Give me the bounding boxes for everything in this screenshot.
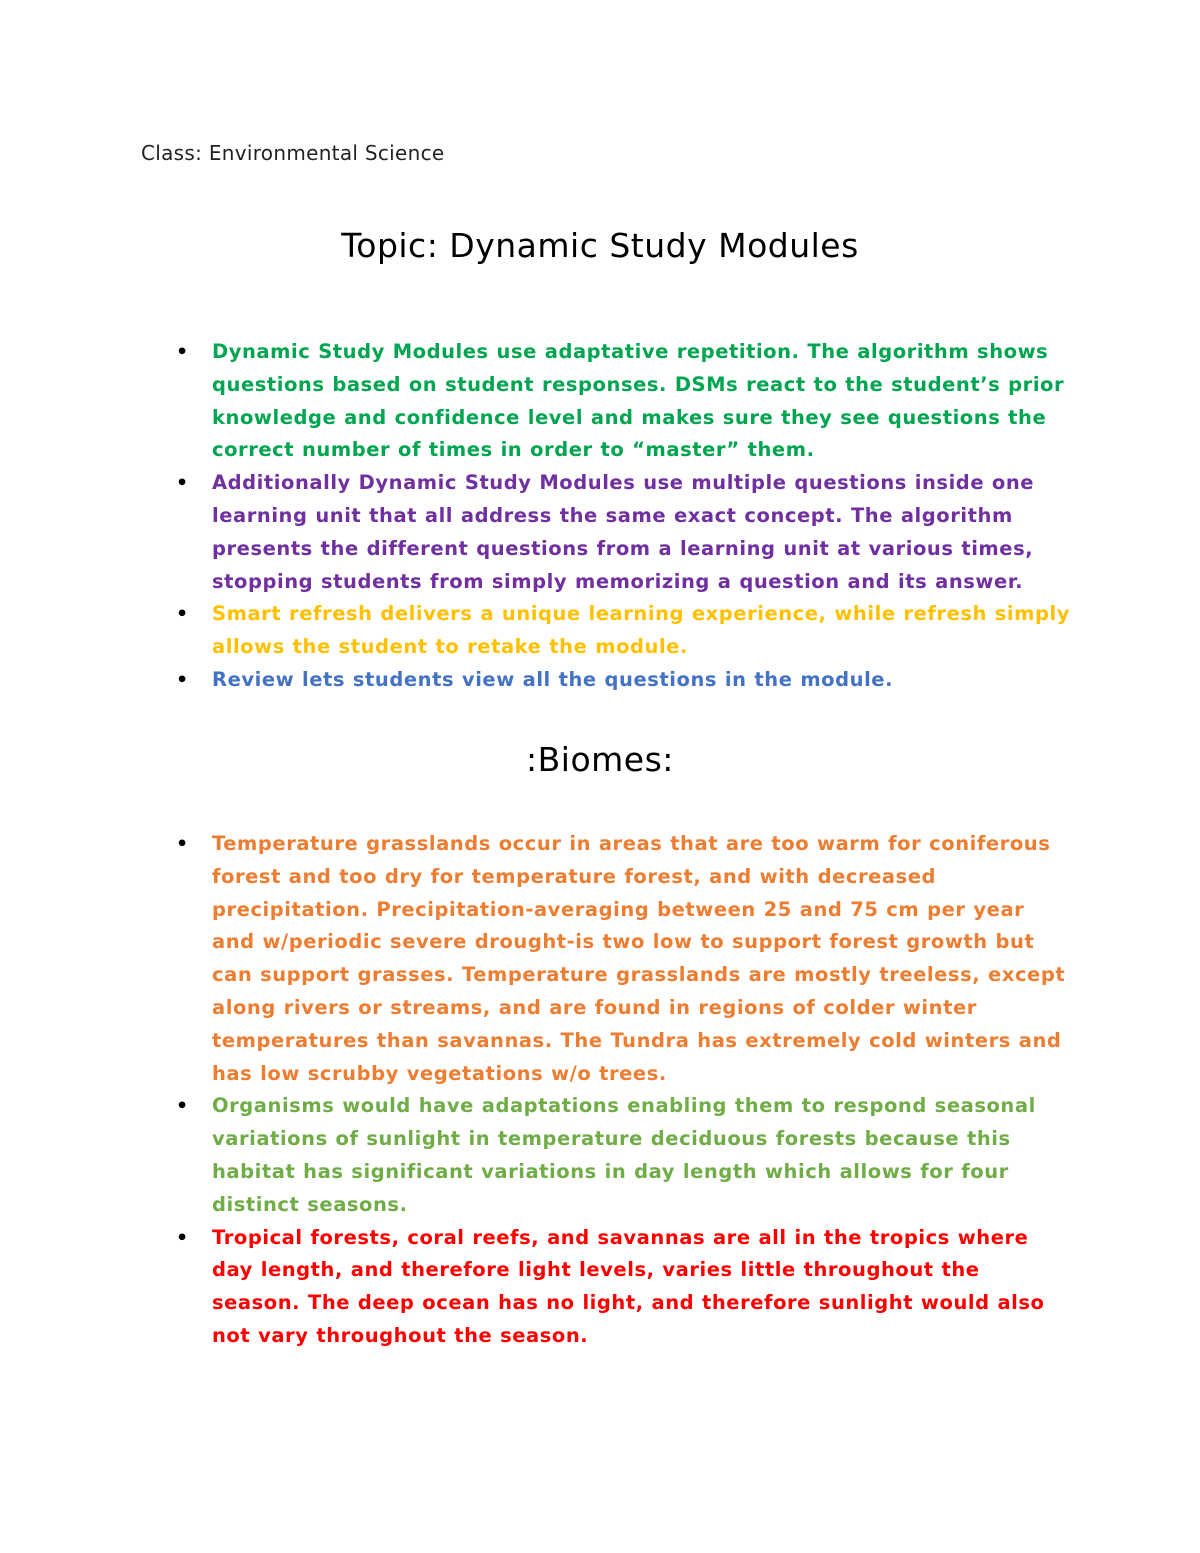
bullet-item-deciduous-forests [176, 1090, 1072, 1221]
bullet-item-review [176, 664, 1072, 697]
bullet-text: Additionally Dynamic Study Modules use multiple questions inside one learning unit that all address the same exact concept. The algorithm presents the different questions from a learning unit at various times, stopping students from simply memorizing a question and its answer. [212, 471, 1035, 593]
bullet-text: Smart refresh delivers a unique learning experience, while refresh simply allows the student to retake the module. [212, 602, 1071, 659]
topic-bullet-list [176, 336, 1072, 697]
biomes-bullet-list [176, 828, 1072, 1353]
bullet-text: Dynamic Study Modules use adaptative repetition. The algorithm shows questions based on student responses. DSMs react to the student’s prior knowledge and confidence level and makes sure they see questions the correct number of times in order to “master” them. [212, 340, 1065, 462]
bullet-text: Organisms would have adaptations enabling them to respond seasonal variations of sunlight in temperature deciduous forests because this habitat has significant variations in day length which allows for four distinct seasons. [212, 1094, 1036, 1216]
bullet-icon: • [176, 603, 189, 626]
bullet-text: Temperature grasslands occur in areas that are too warm for coniferous forest and too dry for temperature forest, and with decreased precipitation. Precipitation-averaging between 25 and 75 cm per year and w/periodic severe drought-is two low to support forest growth but can support grasses. Temperature grasslands are mostly treeless, except along rivers or streams, and are found in regions of colder winter temperatures than savannas. The Tundra has extremely cold winters and has low scrubby vegetations w/o trees. [212, 832, 1066, 1085]
bullet-item-multiple-questions [176, 467, 1072, 598]
bullet-item-tropics [176, 1222, 1072, 1353]
class-line: Class: Environmental Science [141, 141, 445, 165]
bullet-text: Review lets students view all the questions in the module. [212, 667, 894, 691]
bullet-icon: • [176, 1095, 189, 1118]
topic-title: Topic: Dynamic Study Modules [341, 226, 859, 265]
biomes-title: :Biomes: [526, 740, 674, 779]
bullet-icon: • [176, 668, 189, 691]
bullet-item-grasslands [176, 828, 1072, 1090]
bullet-icon: • [176, 472, 189, 495]
bullet-icon: • [176, 341, 189, 363]
bullet-icon: • [176, 1226, 189, 1249]
bullet-item-adaptive-repetition [176, 336, 1072, 467]
bullet-item-smart-refresh [176, 598, 1072, 664]
bullet-text: Tropical forests, coral reefs, and savannas are all in the tropics where day length, and therefore light levels, varies little throughout the season. The deep ocean has no light, and therefore sunlight would also not vary throughout the season. [212, 1225, 1045, 1347]
bullet-icon: • [176, 833, 189, 855]
